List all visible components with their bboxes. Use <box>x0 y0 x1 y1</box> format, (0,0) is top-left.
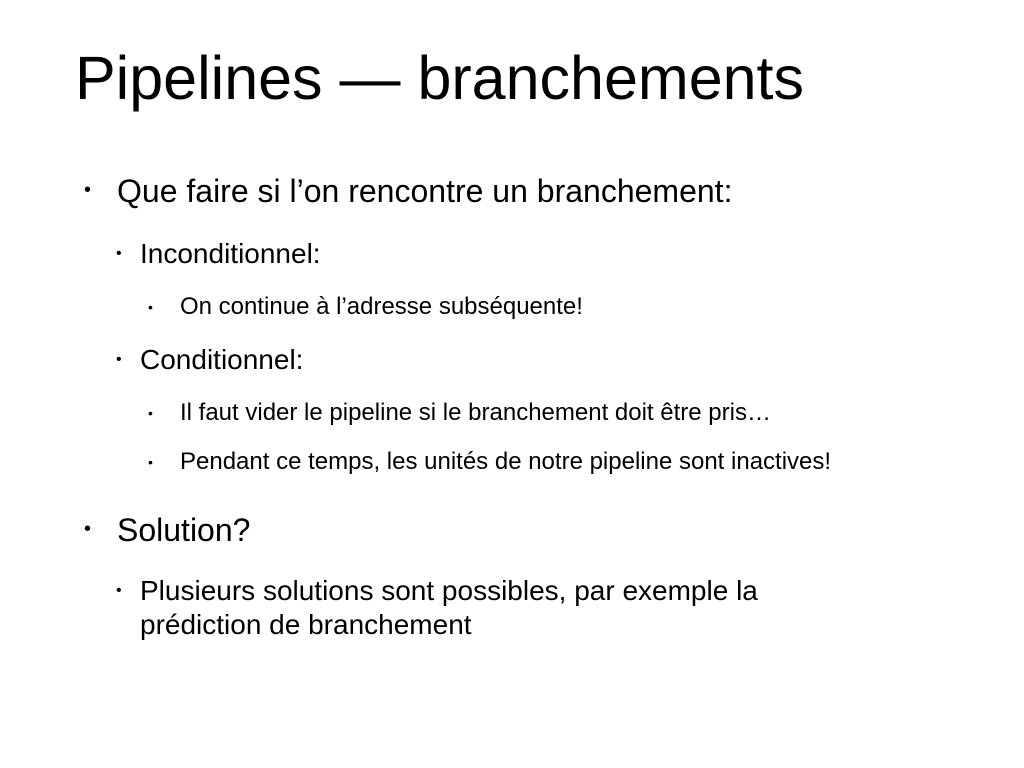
list-item-text: Il faut vider le pipeline si le branchement doit être pris… <box>180 399 771 426</box>
bullet-icon: • <box>84 179 92 201</box>
bullet-icon: • <box>148 405 153 421</box>
list-item-text: Plusieurs solutions sont possibles, par exemple la prédiction de branchement <box>140 575 758 640</box>
bullet-icon: • <box>84 518 92 540</box>
bullet-icon: • <box>116 351 122 368</box>
slide-title: Pipelines — branchements <box>75 44 804 112</box>
list-item-text: Que faire si l’on rencontre un branchement: <box>117 173 733 209</box>
bullet-icon: • <box>116 245 122 262</box>
bullet-icon: • <box>148 299 153 315</box>
list-item-text: Solution? <box>117 512 251 548</box>
list-item-text: Conditionnel: <box>140 344 304 375</box>
list-item-text: Pendant ce temps, les unités de notre pipeline sont inactives! <box>180 448 832 475</box>
bullet-icon: • <box>116 582 122 599</box>
list-item-text: On continue à l’adresse subséquente! <box>180 293 583 320</box>
list-item-text: Inconditionnel: <box>140 238 321 269</box>
bullet-icon: • <box>148 454 153 470</box>
